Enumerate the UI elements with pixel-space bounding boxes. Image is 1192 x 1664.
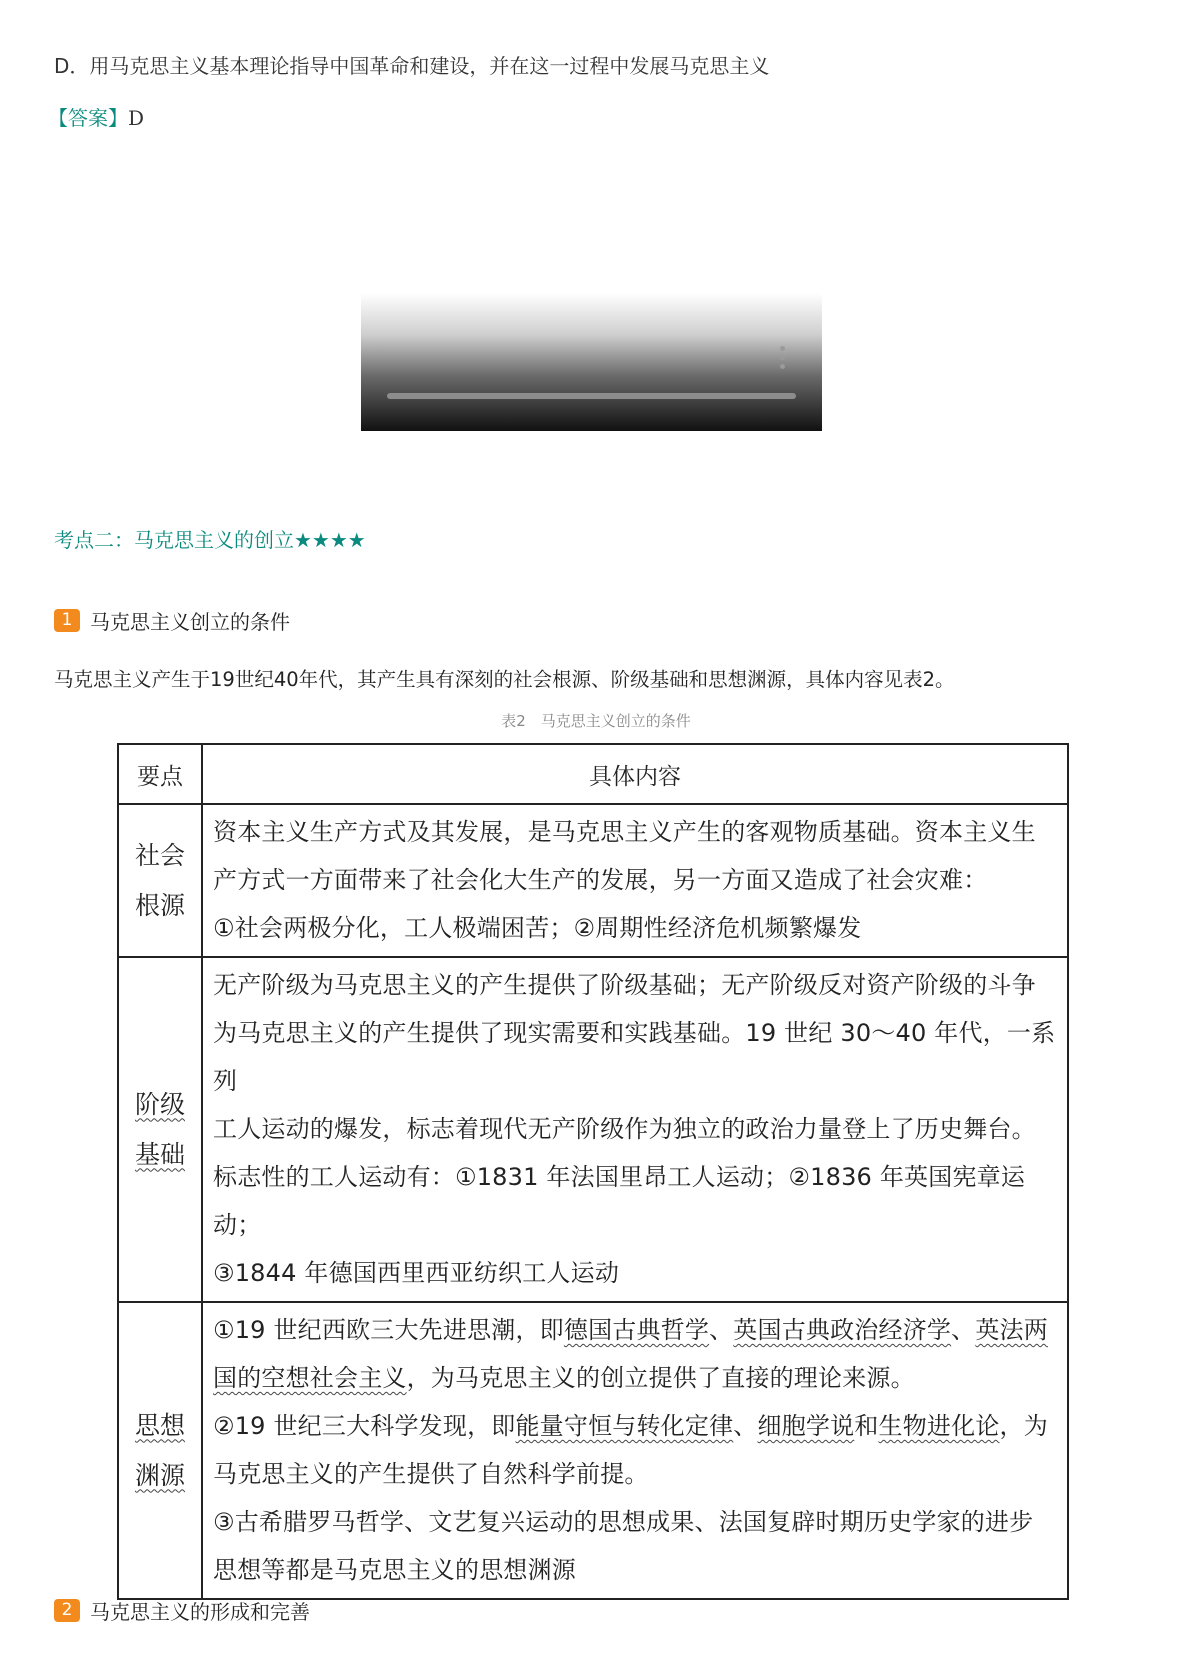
answer-value: D bbox=[128, 106, 145, 130]
header-content: 具体内容 bbox=[202, 744, 1068, 804]
answer-line bbox=[48, 102, 144, 131]
table-row bbox=[118, 804, 1068, 957]
section-heading-1 bbox=[54, 606, 290, 635]
row-content: 资本主义生产方式及其发展，是马克思主义产生的客观物质基础。资本主义生 产方式一方面带来了社会化大生产的发展，另一方面又造成了社会灾难： ①社会两极分化，工人极端困苦；②周期性经济危机频繁爆发 bbox=[202, 804, 1068, 957]
section-number-badge: 2 bbox=[54, 1599, 80, 1622]
option-d: D．用马克思主义基本理论指导中国革命和建设，并在这一过程中发展马克思主义 bbox=[54, 54, 770, 78]
intro-paragraph: 马克思主义产生于19世纪40年代，其产生具有深刻的社会根源、阶级基础和思想渊源，具体内容见表2。 bbox=[54, 668, 955, 691]
table-row bbox=[118, 1302, 1068, 1599]
row-content: ①19 世纪西欧三大先进思潮，即德国古典哲学、英国古典政治经济学、英法两 国的空想社会主义，为马克思主义的创立提供了直接的理论来源。 ②19 世纪三大科学发现，即能量守恒与转化定律、细胞学说和生物进化论，为 马克思主义的产生提供了自然科学前提。 ③古希腊罗马哲学、文艺复兴运动的思想成果、法国复辟时期历史学家的进步 思想等都是马克思主义的思想渊源 bbox=[202, 1302, 1068, 1599]
kaodian-title: 考点二：马克思主义的创立★★★★ bbox=[54, 528, 366, 552]
section-number-badge: 1 bbox=[54, 609, 80, 632]
section-heading-2 bbox=[54, 1596, 310, 1625]
section-title: 马克思主义的形成和完善 bbox=[90, 1600, 310, 1624]
video-progress-bar[interactable] bbox=[387, 393, 796, 399]
row-key: 社会 根源 bbox=[118, 804, 202, 957]
table-header-row bbox=[118, 744, 1068, 804]
row-key: 阶级 基础 bbox=[118, 957, 202, 1302]
conditions-table bbox=[117, 743, 1069, 1600]
more-options-icon[interactable] bbox=[780, 346, 786, 369]
table-caption: 表2 马克思主义创立的条件 bbox=[501, 712, 691, 730]
table-row bbox=[118, 957, 1068, 1302]
video-player[interactable] bbox=[361, 293, 822, 431]
row-key: 思想 渊源 bbox=[118, 1302, 202, 1599]
row-content: 无产阶级为马克思主义的产生提供了阶级基础；无产阶级反对资产阶级的斗争 为马克思主义的产生提供了现实需要和实践基础。19 世纪 30～40 年代，一系列 工人运动的爆发，标志着现代无产阶级作为独立的政治力量登上了历史舞台。 标志性的工人运动有：①1831 年法国里昂工人运动；②1836 年英国宪章运动； ③1844 年德国西里西亚纺织工人运动 bbox=[202, 957, 1068, 1302]
answer-label: 【答案】 bbox=[48, 106, 128, 130]
header-key: 要点 bbox=[118, 744, 202, 804]
section-title: 马克思主义创立的条件 bbox=[90, 610, 290, 634]
